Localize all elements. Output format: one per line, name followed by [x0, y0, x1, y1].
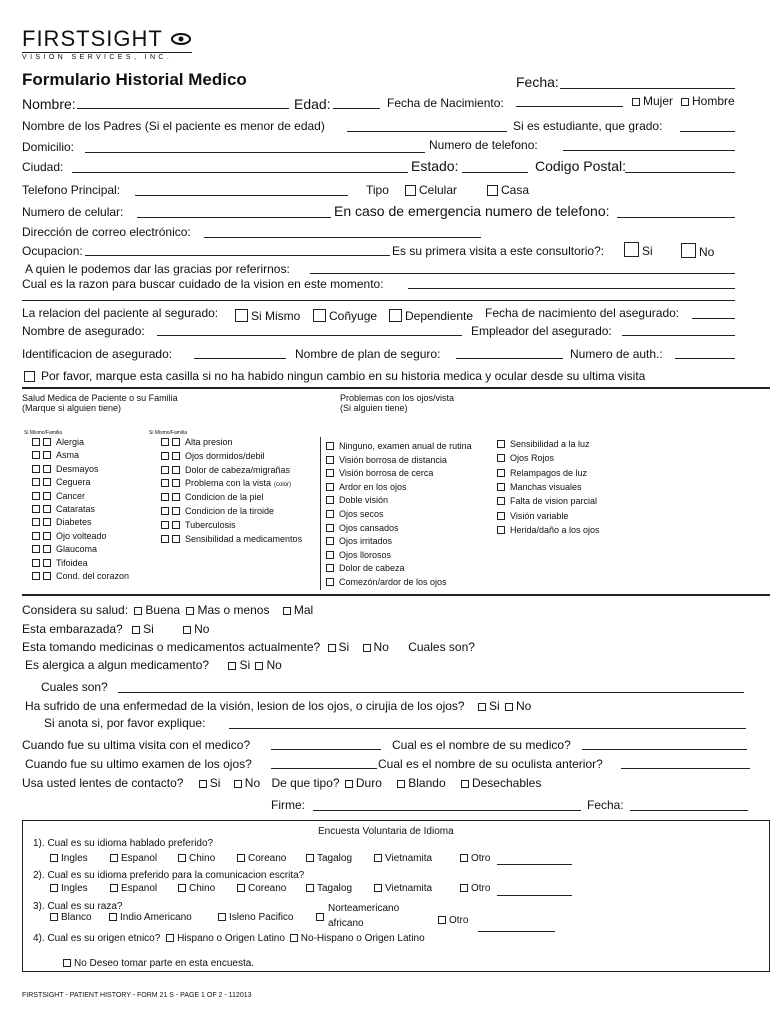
salud-item[interactable] [161, 506, 274, 516]
ojos-item[interactable] [326, 441, 472, 451]
encuesta-title: Encuesta Voluntaria de Idioma [318, 826, 454, 837]
ciudad-field[interactable] [72, 172, 408, 173]
oculista-label: Cual es el nombre de su oculista anterior? [378, 757, 603, 771]
fecha-asegurado-label: Fecha de nacimiento del asegurado: [485, 306, 680, 320]
salud-item-label: Tuberculosis [185, 519, 236, 530]
salud-item[interactable] [32, 491, 85, 501]
edad-label: Edad: [294, 96, 331, 112]
razon-field-2[interactable] [22, 300, 735, 301]
blando-checkbox[interactable]: Blando [385, 776, 445, 790]
referir-field[interactable] [310, 273, 735, 274]
visita-medico-label: Cuando fue su ultima visita con el medico? [22, 738, 251, 752]
salud-left-col-tag: Si Mismo/Familia [24, 430, 63, 436]
idioma-escrito-otro-field[interactable] [497, 895, 572, 896]
ojos-item-label: Doble visión [339, 495, 389, 506]
idioma-option-label: Chino [189, 853, 216, 864]
salud-item-label: Cancer [56, 490, 86, 501]
page-title: Formulario Historial Medico [22, 70, 247, 89]
identificacion-label: Identificacion de asegurado: [22, 347, 173, 361]
nacimiento-label: Fecha de Nacimiento: [387, 96, 504, 110]
ojos-item-label: Visión borrosa de cerca [339, 468, 434, 479]
sin-cambio-checkbox[interactable]: Por favor, marque esta casilla si no ha habido ningun cambio en su historia medica y ocular desde su ultima visita [24, 369, 645, 383]
salud-item-label: Condicion de la piel [185, 492, 264, 503]
encuesta-q1: 1). Cual es su idioma hablado preferido? [33, 838, 214, 849]
idioma-option-label: Ingles [61, 853, 88, 864]
footer-text: FIRSTSIGHT - PATIENT HISTORY - FORM 21 S - PAGE 1 OF 2 - 112013 [22, 992, 252, 999]
salud-item[interactable] [32, 571, 129, 581]
ojos-item-label: Dolor de cabeza [339, 563, 405, 574]
idioma-option-label: Tagalog [317, 883, 353, 894]
medicinas-row: Esta tomando medicinas o medicamentos actualmente? Si No Cuales son? [22, 640, 475, 654]
raza-otro-field[interactable] [478, 931, 555, 932]
salud-item-label: Ojos dormidos/debil [185, 450, 265, 461]
raza-indio-checkbox[interactable]: Indio Americano [109, 912, 192, 923]
idioma-option[interactable] [178, 883, 215, 894]
mujer-checkbox[interactable]: Mujer [632, 94, 673, 108]
duro-checkbox[interactable]: Duro [343, 776, 382, 790]
tipo-label: Tipo [366, 183, 389, 197]
salud-item-label: Asma [56, 450, 80, 461]
salud-item-label: Ojo volteado [56, 530, 107, 541]
ojos-item[interactable] [326, 536, 392, 546]
celular-label: Numero de celular: [22, 205, 124, 219]
alergica-no-checkbox[interactable]: No [253, 658, 281, 672]
desechables-checkbox[interactable]: Desechables [449, 776, 541, 790]
salud-item-label: Ceguera [56, 477, 91, 488]
logo-first: FIRST [22, 26, 91, 51]
nacimiento-field[interactable] [516, 106, 623, 107]
idioma-option[interactable] [306, 883, 352, 894]
ojos-item-label: Ojos cansados [339, 522, 399, 533]
alergica-si-checkbox[interactable]: Si [212, 658, 250, 672]
postal-field[interactable] [625, 172, 735, 173]
fecha-top-field[interactable] [560, 88, 735, 89]
ojos-item[interactable] [497, 496, 597, 506]
ojos-item[interactable] [497, 511, 568, 521]
telefono-principal-field[interactable] [135, 195, 348, 196]
primera-si-checkbox[interactable]: Si [624, 242, 653, 258]
ojos-item-label: Ninguno, examen anual de rutina [339, 441, 472, 451]
sufrido-si-checkbox[interactable]: Si [468, 699, 500, 713]
nombre-medico-field[interactable] [582, 749, 747, 750]
salud-item[interactable] [32, 504, 95, 514]
auth-label: Numero de auth.: [570, 347, 663, 361]
ojos-item-label: Manchas visuales [510, 481, 582, 492]
color-note: (color) [274, 482, 292, 489]
telefono-principal-label: Telefono Principal: [22, 183, 121, 197]
ojos-item-label: Visión variable [510, 510, 569, 521]
idioma-option[interactable] [237, 883, 286, 894]
domicilio-label: Domicilio: [22, 140, 75, 154]
identificacion-field[interactable] [194, 358, 286, 359]
encuesta-q3: 3). Cual es su raza? [33, 901, 123, 912]
ojos-item[interactable] [326, 509, 384, 519]
ojos-item[interactable] [326, 495, 388, 505]
salud-item-label: Sensibilidad a medicamentos [185, 533, 303, 544]
ojos-item[interactable] [326, 577, 447, 587]
lentes-no-checkbox[interactable]: No [224, 776, 260, 790]
padres-label: Nombre de los Padres (Si el paciente es menor de edad) [22, 119, 325, 133]
cuales-field[interactable] [118, 692, 744, 693]
raza-norte-label-2: africano [328, 918, 364, 929]
section-divider-2 [22, 594, 770, 596]
domicilio-field[interactable] [85, 152, 425, 153]
salud-item[interactable] [32, 544, 97, 554]
nombre-field[interactable] [77, 108, 289, 109]
postal-label: Codigo Postal: [535, 158, 627, 174]
si-mismo-checkbox[interactable]: Si Mismo [235, 309, 300, 323]
sufrido-row: Ha sufrido de una enfermedad de la visión, lesion de los ojos, o cirujia de los ojos? Si No [25, 699, 532, 713]
ojos-item-label: Ojos irritados [339, 536, 393, 547]
dependiente-checkbox[interactable]: Dependiente [389, 309, 473, 323]
relacion-label: La relacion del paciente al segurado: [22, 306, 219, 320]
ojos-item-label: Relampagos de luz [510, 467, 588, 478]
conyuge-checkbox[interactable]: Coñyuge [313, 309, 377, 323]
razon-label: Cual es la razon para buscar cuidado de la vision en este momento: [22, 277, 384, 291]
salud-item[interactable] [161, 492, 264, 502]
anota-label: Si anota si, por favor explique: [44, 716, 206, 730]
hombre-checkbox[interactable]: Hombre [681, 94, 735, 108]
idioma-option-label: Vietnamita [385, 883, 433, 894]
idioma-option[interactable] [374, 853, 432, 864]
ojos-item[interactable] [497, 439, 590, 449]
idioma-option[interactable] [110, 883, 157, 894]
idioma-option-label: Ingles [61, 883, 88, 894]
salud-item[interactable] [161, 465, 290, 475]
lentes-si-checkbox[interactable]: Si [187, 776, 221, 790]
salud-item[interactable] [32, 477, 91, 487]
salud-item-label: Cataratas [56, 504, 96, 514]
firme-field[interactable] [313, 810, 581, 811]
firme-label: Firme: [271, 798, 305, 812]
oculista-field[interactable] [621, 768, 750, 769]
mal-checkbox[interactable]: Mal [273, 603, 313, 617]
idioma-option-label: Vietnamita [385, 853, 433, 864]
examen-ojos-field[interactable] [271, 768, 377, 769]
salud-item-label: Glaucoma [56, 544, 98, 555]
idioma-option-label: Coreano [248, 883, 287, 894]
ojos-item-label: Ojos Rojos [510, 453, 555, 464]
ciudad-label: Ciudad: [22, 160, 64, 174]
embarazada-no-checkbox[interactable]: No [157, 622, 209, 636]
ojos-item-label: Herida/daño a los ojos [510, 524, 600, 535]
logo-subtitle: VISION SERVICES, INC. [22, 52, 192, 61]
salud-item[interactable] [32, 517, 92, 527]
edad-field[interactable] [333, 108, 380, 109]
ojos-item[interactable] [497, 468, 587, 478]
nombre-label: Nombre: [22, 96, 76, 112]
section-divider-1 [22, 387, 770, 389]
idioma-option[interactable] [110, 853, 157, 864]
idioma-option-label: Chino [189, 883, 216, 894]
salud-item[interactable] [32, 437, 84, 447]
hispano-checkbox[interactable]: Hispano o Origen Latino [163, 933, 285, 944]
salud-item-label: Diabetes [56, 517, 92, 528]
ojos-item-label: Ojos llorosos [339, 549, 392, 560]
ojos-header-2: (Si alguien tiene) [340, 403, 408, 413]
idioma-hablado-otro-field[interactable] [497, 864, 572, 865]
ocupacion-label: Ocupacion: [22, 244, 83, 258]
padres-field[interactable] [347, 131, 507, 132]
salud-considera: Considera su salud: Buena Mas o menos Mal [22, 603, 314, 617]
celular-checkbox[interactable]: Celular [405, 183, 457, 197]
telefono-label: Numero de telefono: [429, 138, 538, 152]
ocupacion-field[interactable] [85, 255, 390, 256]
raza-norte-label-1: Norteamericano [328, 903, 400, 914]
encuesta-q4-row: 4). Cual es su origen etnico? Hispano o Origen Latino No-Hispano o Origen Latino [33, 933, 425, 944]
fecha-firma-field[interactable] [630, 810, 748, 811]
estado-label: Estado: [411, 158, 459, 174]
encuesta-q2: 2). Cual es su idioma preferido para la comunicacion escrita? [33, 870, 305, 881]
eye-icon [170, 27, 192, 49]
idioma-option[interactable] [460, 853, 490, 864]
salud-header-2: (Marque si alguien tiene) [22, 403, 122, 413]
ojos-item-label: Comezón/ardor de los ojos [339, 577, 447, 587]
salud-item-label: Alergia [56, 437, 85, 447]
ojos-header-1: Problemas con los ojos/vista [340, 393, 455, 403]
alergica-row: Es alergica a algun medicamento? Si No [25, 658, 282, 672]
ojos-item[interactable] [326, 455, 447, 465]
plan-label: Nombre de plan de seguro: [295, 347, 441, 361]
ojos-item[interactable] [326, 563, 405, 573]
mas-menos-checkbox[interactable]: Mas o menos [183, 603, 269, 617]
cuales-label: Cuales son? [41, 680, 108, 694]
casa-checkbox[interactable]: Casa [487, 183, 529, 197]
idioma-option-label: Otro [471, 883, 491, 894]
telefono-field[interactable] [563, 150, 735, 151]
idioma-option[interactable] [374, 883, 432, 894]
primera-visita-label: Es su primera visita a este consultorio?: [392, 244, 605, 258]
fecha-top-label: Fecha: [516, 74, 559, 90]
ojos-item-label: Sensibilidad a la luz [510, 439, 590, 449]
ojos-item[interactable] [497, 525, 600, 535]
razon-field[interactable] [408, 288, 735, 289]
idioma-option[interactable] [237, 853, 286, 864]
salud-item[interactable] [32, 531, 107, 541]
referir-label: A quien le podemos dar las gracias por referirnos: [25, 262, 290, 276]
correo-field[interactable] [204, 237, 481, 238]
no-deseo-checkbox[interactable]: No Deseo tomar parte en esta encuesta. [63, 958, 254, 969]
lentes-row: Usa usted lentes de contacto? Si No De que tipo? Duro Blando Desechables [22, 776, 542, 790]
visita-medico-field[interactable] [271, 749, 381, 750]
idioma-option[interactable] [460, 883, 490, 894]
ojos-item[interactable] [326, 523, 399, 533]
nombre-asegurado-field[interactable] [157, 335, 462, 336]
fecha-firma-label: Fecha: [587, 798, 624, 812]
buena-checkbox[interactable]: Buena [131, 603, 180, 617]
ojos-item[interactable] [497, 482, 582, 492]
nombre-medico-label: Cual es el nombre de su medico? [392, 738, 571, 752]
raza-norte-checkbox[interactable] [316, 912, 327, 923]
examen-ojos-label: Cuando fue su ultimo examen de los ojos? [25, 757, 252, 771]
salud-item-label: Dolor de cabeza/migrañas [185, 464, 291, 475]
medicinas-no-checkbox[interactable]: No [353, 640, 389, 654]
ojos-item-label: Ardor en los ojos [339, 481, 407, 492]
primera-no-checkbox[interactable]: No [681, 243, 714, 259]
idioma-option-label: Tagalog [317, 853, 353, 864]
medicinas-si-checkbox[interactable]: Si [324, 640, 350, 654]
empleador-field[interactable] [622, 335, 735, 336]
salud-item-label: Condicion de la tiroide [185, 506, 275, 516]
emergencia-label: En caso de emergencia numero de telefono: [334, 203, 610, 219]
ojos-item-label: Falta de vision parcial [510, 496, 598, 507]
ojos-item-label: Ojos secos [339, 509, 384, 519]
embarazada-row: Esta embarazada? Si No [22, 622, 210, 636]
no-hispano-checkbox[interactable]: No-Hispano o Origen Latino [288, 933, 425, 944]
empleador-label: Empleador del asegurado: [471, 324, 612, 338]
emergencia-field[interactable] [617, 217, 735, 218]
raza-blanco-checkbox[interactable]: Blanco [50, 912, 92, 923]
salud-item-label: Tifoidea [56, 557, 88, 568]
salud-item[interactable] [161, 534, 302, 544]
anota-field[interactable] [229, 728, 746, 729]
idioma-option[interactable] [50, 883, 88, 894]
ojos-divider [320, 437, 321, 590]
salud-item[interactable] [32, 464, 99, 474]
salud-header-1: Salud Medica de Paciente o su Familia [22, 393, 178, 403]
salud-item[interactable] [161, 520, 236, 530]
salud-item-label: Alta presion [185, 437, 233, 447]
ojos-item[interactable] [326, 550, 391, 560]
plan-field[interactable] [456, 358, 563, 359]
salud-item[interactable] [161, 478, 291, 488]
idioma-option-label: Espanol [121, 883, 158, 894]
grado-label: Si es estudiante, que grado: [513, 119, 663, 133]
nombre-asegurado-label: Nombre de asegurado: [22, 324, 145, 338]
embarazada-si-checkbox[interactable]: Si [126, 622, 154, 636]
correo-label: Dirección de correo electrónico: [22, 225, 191, 239]
celular-field[interactable] [137, 217, 331, 218]
salud-item-label: Cond. del corazon [56, 571, 130, 581]
auth-field[interactable] [675, 358, 735, 359]
idioma-option[interactable] [306, 853, 352, 864]
logo [22, 27, 192, 61]
raza-isleno-checkbox[interactable]: Isleno Pacifico [218, 912, 293, 923]
salud-item[interactable] [161, 451, 265, 461]
idioma-option-label: Otro [471, 853, 491, 864]
idioma-option[interactable] [50, 853, 88, 864]
salud-item-label: Problema con la vista [185, 478, 272, 489]
logo-sight: SIGHT [90, 26, 163, 51]
salud-item[interactable] [32, 558, 88, 568]
raza-otro-checkbox[interactable]: Otro [438, 915, 468, 926]
ojos-item[interactable] [326, 468, 433, 478]
ojos-item[interactable] [497, 453, 554, 463]
idioma-option[interactable] [178, 853, 215, 864]
idioma-option-label: Coreano [248, 853, 287, 864]
idioma-option-label: Espanol [121, 853, 158, 864]
sufrido-no-checkbox[interactable]: No [503, 699, 531, 713]
salud-item-label: Desmayos [56, 463, 99, 474]
grado-field[interactable] [680, 131, 735, 132]
salud-mid-col-tag: Si Mismo/Familia [149, 430, 188, 436]
salud-item[interactable] [32, 450, 79, 460]
ojos-item-label: Visión borrosa de distancia [339, 454, 447, 465]
salud-item[interactable] [161, 437, 233, 447]
ojos-item[interactable] [326, 482, 407, 492]
fecha-asegurado-field[interactable] [692, 318, 735, 319]
estado-field[interactable] [462, 172, 528, 173]
